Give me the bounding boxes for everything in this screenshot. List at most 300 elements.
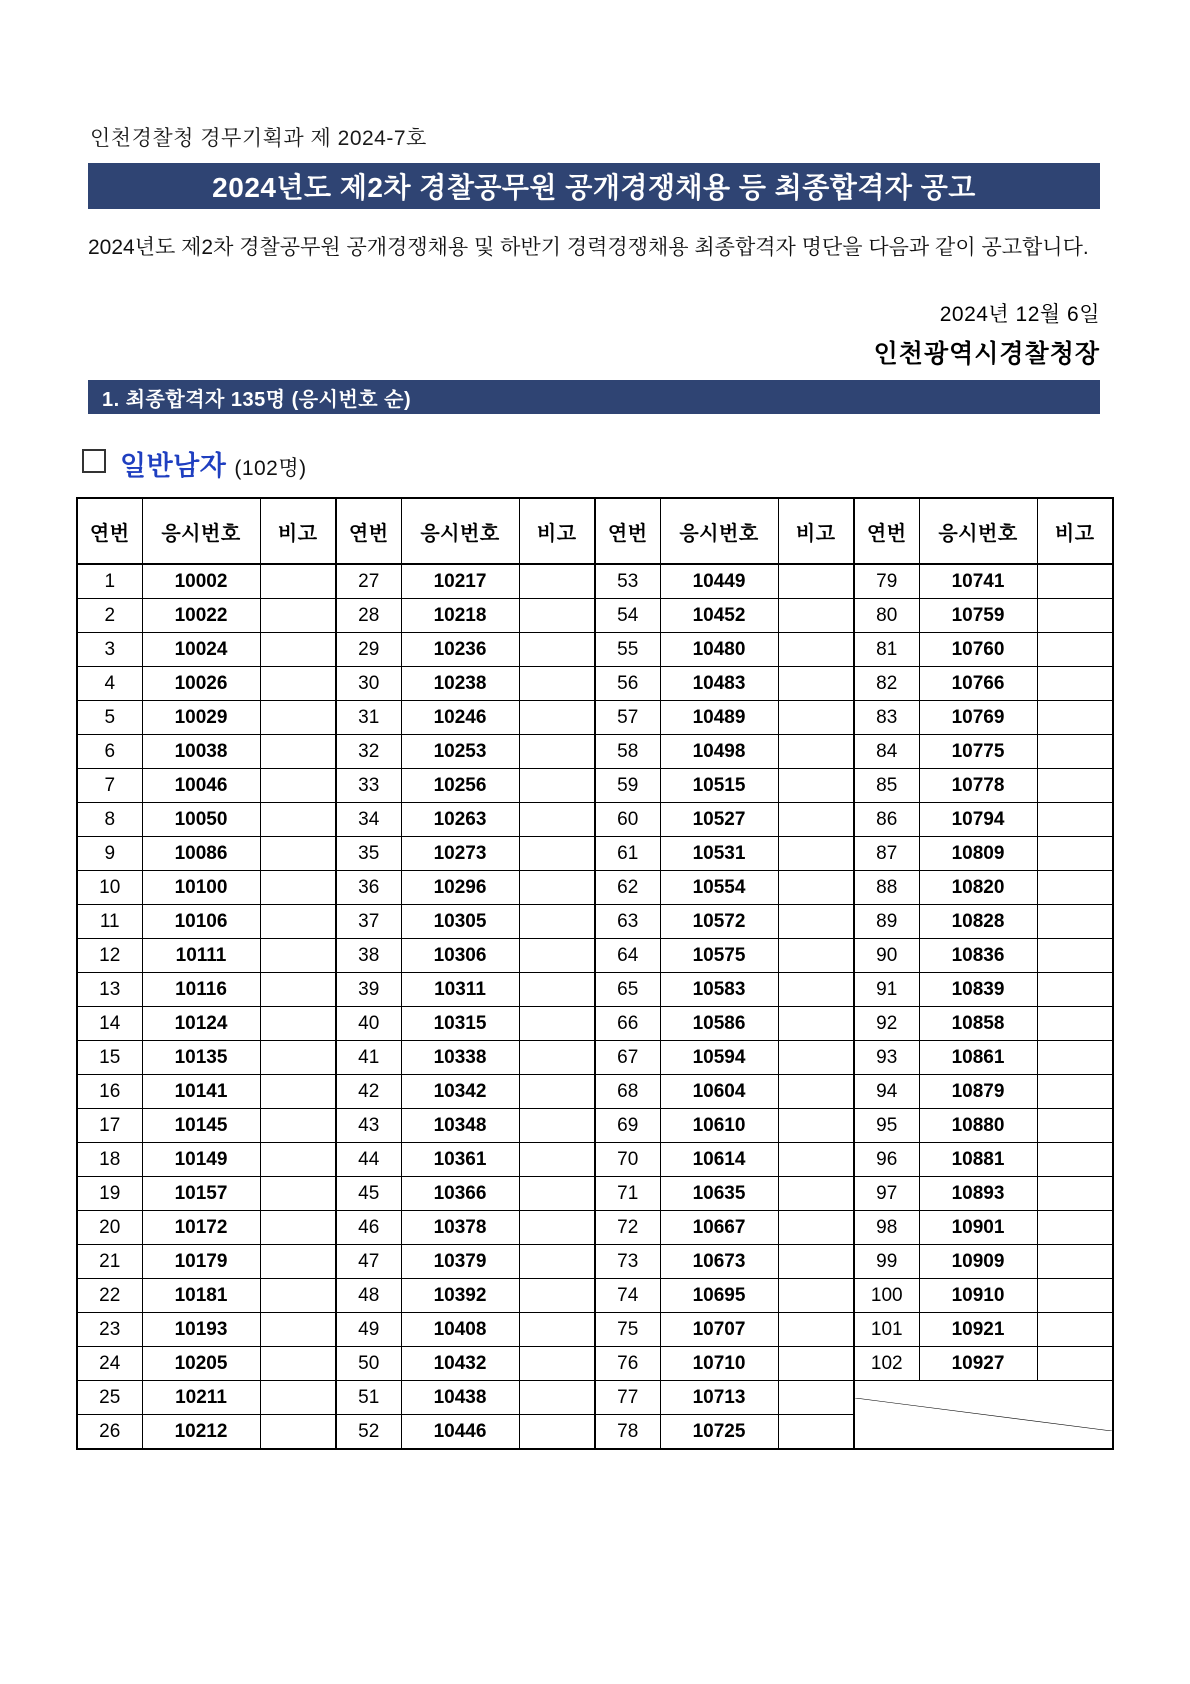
cell-index: 23 (77, 1313, 142, 1347)
cell-exam-number: 10022 (142, 599, 260, 633)
cell-index: 67 (595, 1041, 660, 1075)
cell-exam-number: 10149 (142, 1143, 260, 1177)
cell-memo (260, 1109, 336, 1143)
cell-index: 66 (595, 1007, 660, 1041)
cell-memo (778, 871, 854, 905)
cell-exam-number: 10881 (919, 1143, 1037, 1177)
cell-memo (260, 769, 336, 803)
cell-exam-number: 10809 (919, 837, 1037, 871)
cell-exam-number: 10879 (919, 1075, 1037, 1109)
cell-index: 88 (854, 871, 919, 905)
cell-index: 10 (77, 871, 142, 905)
header-examno-2: 응시번호 (401, 498, 519, 564)
cell-memo (778, 633, 854, 667)
cell-exam-number: 10769 (919, 701, 1037, 735)
cell-index: 76 (595, 1347, 660, 1381)
table-row (77, 1211, 1113, 1245)
empty-cell-diagonal (854, 1381, 1113, 1450)
cell-index: 98 (854, 1211, 919, 1245)
cell-exam-number: 10106 (142, 905, 260, 939)
cell-exam-number: 10775 (919, 735, 1037, 769)
cell-memo (778, 803, 854, 837)
table-row (77, 667, 1113, 701)
cell-index: 19 (77, 1177, 142, 1211)
cell-exam-number: 10713 (660, 1381, 778, 1415)
table-row (77, 1347, 1113, 1381)
cell-index: 89 (854, 905, 919, 939)
cell-memo (260, 1415, 336, 1450)
cell-index: 3 (77, 633, 142, 667)
cell-index: 58 (595, 735, 660, 769)
cell-index: 62 (595, 871, 660, 905)
cell-memo (260, 599, 336, 633)
table-row (77, 939, 1113, 973)
cell-memo (260, 667, 336, 701)
cell-exam-number: 10315 (401, 1007, 519, 1041)
cell-exam-number: 10432 (401, 1347, 519, 1381)
cell-memo (260, 1279, 336, 1313)
cell-index: 54 (595, 599, 660, 633)
cell-exam-number: 10820 (919, 871, 1037, 905)
cell-exam-number: 10893 (919, 1177, 1037, 1211)
cell-index: 14 (77, 1007, 142, 1041)
cell-exam-number: 10695 (660, 1279, 778, 1313)
cell-exam-number: 10024 (142, 633, 260, 667)
cell-memo (519, 871, 595, 905)
cell-exam-number: 10927 (919, 1347, 1037, 1381)
header-examno-3: 응시번호 (660, 498, 778, 564)
cell-exam-number: 10909 (919, 1245, 1037, 1279)
cell-exam-number: 10157 (142, 1177, 260, 1211)
cell-index: 61 (595, 837, 660, 871)
cell-index: 101 (854, 1313, 919, 1347)
cell-index: 79 (854, 564, 919, 599)
cell-memo (519, 837, 595, 871)
cell-exam-number: 10181 (142, 1279, 260, 1313)
cell-index: 5 (77, 701, 142, 735)
cell-index: 85 (854, 769, 919, 803)
cell-exam-number: 10205 (142, 1347, 260, 1381)
cell-exam-number: 10124 (142, 1007, 260, 1041)
table-row (77, 1041, 1113, 1075)
cell-memo (778, 837, 854, 871)
cell-exam-number: 10586 (660, 1007, 778, 1041)
cell-exam-number: 10880 (919, 1109, 1037, 1143)
cell-memo (260, 1041, 336, 1075)
cell-exam-number: 10710 (660, 1347, 778, 1381)
cell-memo (1037, 1211, 1113, 1245)
cell-memo (519, 735, 595, 769)
cell-exam-number: 10038 (142, 735, 260, 769)
cell-memo (519, 803, 595, 837)
cell-exam-number: 10489 (660, 701, 778, 735)
cell-exam-number: 10193 (142, 1313, 260, 1347)
cell-index: 40 (336, 1007, 401, 1041)
cell-exam-number: 10480 (660, 633, 778, 667)
cell-index: 8 (77, 803, 142, 837)
cell-index: 6 (77, 735, 142, 769)
cell-exam-number: 10141 (142, 1075, 260, 1109)
cell-index: 47 (336, 1245, 401, 1279)
cell-index: 25 (77, 1381, 142, 1415)
cell-index: 86 (854, 803, 919, 837)
cell-exam-number: 10379 (401, 1245, 519, 1279)
cell-exam-number: 10910 (919, 1279, 1037, 1313)
cell-index: 44 (336, 1143, 401, 1177)
cell-memo (1037, 1143, 1113, 1177)
cell-memo (519, 1245, 595, 1279)
cell-exam-number: 10901 (919, 1211, 1037, 1245)
cell-index: 32 (336, 735, 401, 769)
cell-index: 37 (336, 905, 401, 939)
cell-exam-number: 10306 (401, 939, 519, 973)
cell-index: 12 (77, 939, 142, 973)
cell-exam-number: 10861 (919, 1041, 1037, 1075)
cell-exam-number: 10836 (919, 939, 1037, 973)
successful-candidates-table (76, 497, 1114, 1450)
cell-memo (778, 905, 854, 939)
cell-memo (260, 633, 336, 667)
cell-memo (519, 1007, 595, 1041)
table-row (77, 633, 1113, 667)
cell-index: 78 (595, 1415, 660, 1450)
header-memo-3: 비고 (778, 498, 854, 564)
cell-index: 48 (336, 1279, 401, 1313)
cell-index: 13 (77, 973, 142, 1007)
cell-exam-number: 10515 (660, 769, 778, 803)
table-row (77, 871, 1113, 905)
cell-memo (778, 1177, 854, 1211)
cell-exam-number: 10116 (142, 973, 260, 1007)
cell-exam-number: 10212 (142, 1415, 260, 1450)
header-index-2: 연번 (336, 498, 401, 564)
cell-memo (778, 1041, 854, 1075)
cell-index: 90 (854, 939, 919, 973)
cell-exam-number: 10338 (401, 1041, 519, 1075)
cell-index: 75 (595, 1313, 660, 1347)
cell-exam-number: 10635 (660, 1177, 778, 1211)
cell-memo (778, 701, 854, 735)
cell-memo (778, 1313, 854, 1347)
cell-exam-number: 10361 (401, 1143, 519, 1177)
cell-index: 55 (595, 633, 660, 667)
cell-index: 65 (595, 973, 660, 1007)
table-header-row (77, 498, 1113, 564)
cell-memo (260, 564, 336, 599)
cell-memo (519, 905, 595, 939)
cell-index: 59 (595, 769, 660, 803)
cell-index: 69 (595, 1109, 660, 1143)
cell-memo (260, 1143, 336, 1177)
cell-memo (519, 1279, 595, 1313)
cell-exam-number: 10172 (142, 1211, 260, 1245)
table-row (77, 837, 1113, 871)
table-body (77, 564, 1113, 1449)
cell-memo (519, 701, 595, 735)
cell-index: 31 (336, 701, 401, 735)
table-row (77, 803, 1113, 837)
cell-memo (519, 1211, 595, 1245)
cell-memo (1037, 973, 1113, 1007)
table-row (77, 1109, 1113, 1143)
cell-exam-number: 10531 (660, 837, 778, 871)
cell-exam-number: 10794 (919, 803, 1037, 837)
cell-memo (260, 735, 336, 769)
table-row (77, 973, 1113, 1007)
cell-memo (260, 1347, 336, 1381)
cell-memo (778, 1143, 854, 1177)
cell-exam-number: 10594 (660, 1041, 778, 1075)
cell-index: 38 (336, 939, 401, 973)
cell-exam-number: 10366 (401, 1177, 519, 1211)
cell-exam-number: 10253 (401, 735, 519, 769)
cell-memo (778, 939, 854, 973)
cell-exam-number: 10673 (660, 1245, 778, 1279)
cell-exam-number: 10408 (401, 1313, 519, 1347)
table-row (77, 1279, 1113, 1313)
cell-memo (260, 1211, 336, 1245)
cell-exam-number: 10100 (142, 871, 260, 905)
cell-memo (519, 1143, 595, 1177)
cell-index: 33 (336, 769, 401, 803)
table-row (77, 1075, 1113, 1109)
cell-memo (1037, 1177, 1113, 1211)
cell-exam-number: 10554 (660, 871, 778, 905)
cell-index: 92 (854, 1007, 919, 1041)
document-title: 2024년도 제2차 경찰공무원 공개경쟁채용 등 최종합격자 공고 (88, 163, 1100, 209)
cell-memo (260, 1381, 336, 1415)
cell-memo (1037, 667, 1113, 701)
cell-index: 71 (595, 1177, 660, 1211)
table-row (77, 1245, 1113, 1279)
cell-memo (519, 564, 595, 599)
cell-index: 39 (336, 973, 401, 1007)
cell-index: 74 (595, 1279, 660, 1313)
header-examno-1: 응시번호 (142, 498, 260, 564)
cell-memo (260, 1313, 336, 1347)
table-row (77, 1381, 1113, 1415)
cell-index: 42 (336, 1075, 401, 1109)
cell-exam-number: 10610 (660, 1109, 778, 1143)
cell-exam-number: 10217 (401, 564, 519, 599)
cell-index: 17 (77, 1109, 142, 1143)
cell-exam-number: 10498 (660, 735, 778, 769)
header-index-4: 연번 (854, 498, 919, 564)
cell-exam-number: 10135 (142, 1041, 260, 1075)
cell-exam-number: 10211 (142, 1381, 260, 1415)
cell-memo (519, 1177, 595, 1211)
cell-memo (519, 769, 595, 803)
cell-index: 46 (336, 1211, 401, 1245)
cell-exam-number: 10583 (660, 973, 778, 1007)
cell-exam-number: 10246 (401, 701, 519, 735)
cell-exam-number: 10050 (142, 803, 260, 837)
cell-memo (519, 939, 595, 973)
cell-memo (1037, 701, 1113, 735)
cell-exam-number: 10760 (919, 633, 1037, 667)
cell-memo (778, 564, 854, 599)
cell-memo (519, 1075, 595, 1109)
cell-memo (778, 1007, 854, 1041)
cell-index: 18 (77, 1143, 142, 1177)
cell-index: 56 (595, 667, 660, 701)
cell-memo (260, 1075, 336, 1109)
cell-exam-number: 10305 (401, 905, 519, 939)
cell-exam-number: 10778 (919, 769, 1037, 803)
cell-exam-number: 10179 (142, 1245, 260, 1279)
cell-index: 22 (77, 1279, 142, 1313)
cell-exam-number: 10759 (919, 599, 1037, 633)
cell-index: 53 (595, 564, 660, 599)
cell-exam-number: 10921 (919, 1313, 1037, 1347)
cell-index: 36 (336, 871, 401, 905)
cell-index: 26 (77, 1415, 142, 1450)
cell-index: 41 (336, 1041, 401, 1075)
cell-memo (260, 973, 336, 1007)
cell-exam-number: 10111 (142, 939, 260, 973)
cell-index: 7 (77, 769, 142, 803)
cell-memo (1037, 939, 1113, 973)
cell-exam-number: 10572 (660, 905, 778, 939)
cell-exam-number: 10527 (660, 803, 778, 837)
cell-exam-number: 10029 (142, 701, 260, 735)
cell-exam-number: 10828 (919, 905, 1037, 939)
cell-index: 77 (595, 1381, 660, 1415)
cell-index: 64 (595, 939, 660, 973)
cell-memo (1037, 1313, 1113, 1347)
cell-memo (1037, 1007, 1113, 1041)
cell-exam-number: 10342 (401, 1075, 519, 1109)
table-row (77, 769, 1113, 803)
cell-index: 4 (77, 667, 142, 701)
cell-index: 60 (595, 803, 660, 837)
cell-memo (778, 973, 854, 1007)
cell-index: 99 (854, 1245, 919, 1279)
table-row (77, 564, 1113, 599)
checkbox-icon (82, 449, 106, 473)
cell-index: 30 (336, 667, 401, 701)
cell-index: 91 (854, 973, 919, 1007)
cell-exam-number: 10667 (660, 1211, 778, 1245)
cell-index: 100 (854, 1279, 919, 1313)
cell-memo (519, 599, 595, 633)
table-row (77, 1177, 1113, 1211)
cell-exam-number: 10839 (919, 973, 1037, 1007)
cell-memo (519, 633, 595, 667)
cell-memo (519, 973, 595, 1007)
cell-exam-number: 10311 (401, 973, 519, 1007)
cell-exam-number: 10725 (660, 1415, 778, 1450)
cell-memo (1037, 905, 1113, 939)
subsection-count: (102명) (234, 457, 307, 480)
cell-index: 1 (77, 564, 142, 599)
cell-index: 21 (77, 1245, 142, 1279)
cell-index: 20 (77, 1211, 142, 1245)
cell-exam-number: 10296 (401, 871, 519, 905)
cell-index: 29 (336, 633, 401, 667)
cell-memo (778, 1381, 854, 1415)
cell-memo (1037, 1041, 1113, 1075)
table-row (77, 905, 1113, 939)
cell-memo (1037, 871, 1113, 905)
section-heading: 1. 최종합격자 135명 (응시번호 순) (88, 380, 1100, 414)
cell-index: 80 (854, 599, 919, 633)
cell-memo (778, 1245, 854, 1279)
cell-exam-number: 10452 (660, 599, 778, 633)
cell-index: 28 (336, 599, 401, 633)
header-memo-2: 비고 (519, 498, 595, 564)
subsection-heading (82, 444, 307, 483)
cell-memo (1037, 564, 1113, 599)
cell-index: 35 (336, 837, 401, 871)
cell-memo (519, 1313, 595, 1347)
cell-memo (1037, 1075, 1113, 1109)
subsection-title: 일반남자 (120, 451, 227, 481)
table-row (77, 701, 1113, 735)
cell-memo (778, 599, 854, 633)
cell-index: 43 (336, 1109, 401, 1143)
table-row (77, 735, 1113, 769)
header-memo-1: 비고 (260, 498, 336, 564)
table-header (77, 498, 1113, 564)
cell-index: 95 (854, 1109, 919, 1143)
cell-index: 52 (336, 1415, 401, 1450)
cell-exam-number: 10273 (401, 837, 519, 871)
cell-memo (778, 735, 854, 769)
cell-memo (778, 1109, 854, 1143)
cell-memo (778, 1211, 854, 1245)
cell-index: 11 (77, 905, 142, 939)
cell-exam-number: 10026 (142, 667, 260, 701)
cell-exam-number: 10238 (401, 667, 519, 701)
cell-memo (260, 1177, 336, 1211)
header-examno-4: 응시번호 (919, 498, 1037, 564)
cell-memo (1037, 1279, 1113, 1313)
cell-exam-number: 10236 (401, 633, 519, 667)
header-memo-4: 비고 (1037, 498, 1113, 564)
cell-memo (778, 769, 854, 803)
cell-exam-number: 10766 (919, 667, 1037, 701)
issuer-name: 인천광역시경찰청장 (873, 340, 1100, 368)
cell-exam-number: 10392 (401, 1279, 519, 1313)
cell-index: 70 (595, 1143, 660, 1177)
cell-index: 16 (77, 1075, 142, 1109)
cell-index: 68 (595, 1075, 660, 1109)
cell-index: 34 (336, 803, 401, 837)
cell-memo (1037, 1109, 1113, 1143)
header-index-1: 연번 (77, 498, 142, 564)
cell-index: 50 (336, 1347, 401, 1381)
cell-memo (260, 803, 336, 837)
cell-exam-number: 10086 (142, 837, 260, 871)
cell-index: 96 (854, 1143, 919, 1177)
cell-memo (1037, 633, 1113, 667)
cell-memo (519, 1041, 595, 1075)
cell-memo (260, 1245, 336, 1279)
document-number: 인천경찰청 경무기획과 제 2024-7호 (90, 127, 427, 150)
cell-index: 83 (854, 701, 919, 735)
cell-memo (1037, 599, 1113, 633)
cell-index: 63 (595, 905, 660, 939)
cell-memo (519, 1381, 595, 1415)
cell-exam-number: 10046 (142, 769, 260, 803)
cell-memo (778, 1075, 854, 1109)
announcement-date: 2024년 12월 6일 (939, 303, 1100, 326)
cell-memo (1037, 1245, 1113, 1279)
cell-exam-number: 10263 (401, 803, 519, 837)
cell-index: 97 (854, 1177, 919, 1211)
cell-index: 102 (854, 1347, 919, 1381)
